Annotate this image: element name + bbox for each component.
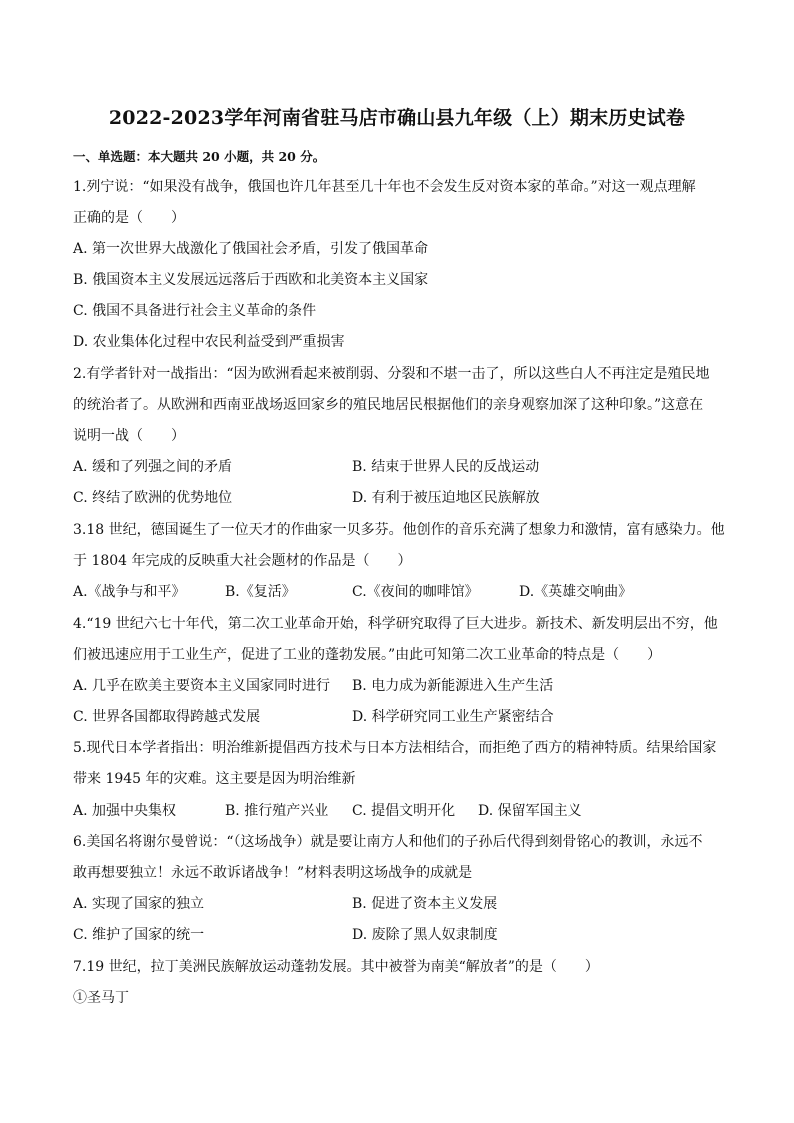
question-4-option-c: C. 世界各国都取得跨越式发展 [73,709,261,725]
question-1-line-2: 正确的是（ ） [73,210,185,226]
question-2-option-b: B. 结束于世界人民的反战运动 [352,459,540,475]
question-1-option-a: A. 第一次世界大战激化了俄国社会矛盾，引发了俄国革命 [73,241,429,257]
question-2-option-c: C. 终结了欧洲的优势地位 [73,490,233,506]
question-6-line-2: 敢再想要独立！永远不敢诉诸战争！”材料表明这场战争的成就是 [73,865,473,881]
question-2-line-2: 的统治者了。从欧洲和西南亚战场返回家乡的殖民地居民根据他们的亲身观察加深了这种印象。”这意在 [73,397,704,413]
question-2-option-d: D. 有利于被压迫地区民族解放 [352,490,540,506]
question-3-line-1: 3.18 世纪，德国诞生了一位天才的作曲家一贝多芬。他创作的音乐充满了想象力和激情，富有感染力。他 [73,522,725,538]
question-3-option-a: A.《战争与和平》 [73,584,186,600]
exam-title: 2022-2023学年河南省驻马店市确山县九年级（上）期末历史试卷 [108,107,686,129]
question-1-option-d: D. 农业集体化过程中农民利益受到严重损害 [73,334,345,350]
question-5-option-b: B. 推行殖产兴业 [225,803,329,819]
question-5-option-c: C. 提倡文明开化 [352,803,456,819]
question-2-option-a: A. 缓和了列强之间的矛盾 [73,459,233,475]
question-3-option-c: C.《夜间的咖啡馆》 [352,584,479,600]
question-2-line-3: 说明一战（ ） [73,428,185,444]
question-1-option-b: B. 俄国资本主义发展远远落后于西欧和北美资本主义国家 [73,272,429,288]
question-1-option-c: C. 俄国不具备进行社会主义革命的条件 [73,303,317,319]
question-3-option-d: D.《英雄交响曲》 [519,584,633,600]
question-4-line-1: 4.“19 世纪六七十年代，第二次工业革命开始，科学研究取得了巨大进步。新技术、新发明层出不穷，他 [73,616,718,632]
question-6-line-1: 6.美国名将谢尔曼曾说：“（这场战争）就是要让南方人和他们的子孙后代得到刻骨铭心的教训，永远不 [73,834,703,850]
question-7-line-2: ①圣马丁 [73,990,129,1006]
question-4-option-d: D. 科学研究同工业生产紧密结合 [352,709,554,725]
question-6-option-a: A. 实现了国家的独立 [73,896,205,912]
question-4-option-b: B. 电力成为新能源进入生产生活 [352,678,554,694]
question-4-line-2: 们被迅速应用于工业生产，促进了工业的蓬勃发展。”由此可知第二次工业革命的特点是（ ） [73,647,662,663]
question-3-option-b: B.《复活》 [225,584,296,600]
question-5-option-d: D. 保留军国主义 [478,803,582,819]
question-1-line-1: 1.列宁说：“如果没有战争，俄国也许几年甚至几十年也不会发生反对资本家的革命。”对这一观点理解 [73,179,696,195]
question-4-option-a: A. 几乎在欧美主要资本主义国家同时进行 [73,678,331,694]
question-7-line-1: 7.19 世纪，拉丁美洲民族解放运动蓬勃发展。其中被誉为南美“解放者”的是（ ） [73,959,599,975]
question-6-option-d: D. 废除了黑人奴隶制度 [352,927,498,943]
question-6-option-c: C. 维护了国家的统一 [73,927,205,943]
question-2-line-1: 2.有学者针对一战指出：“因为欧洲看起来被削弱、分裂和不堪一击了，所以这些白人不再注定是殖民地 [73,366,710,382]
question-6-option-b: B. 促进了资本主义发展 [352,896,498,912]
question-5-line-2: 带来 1945 年的灾难。这主要是因为明治维新 [73,771,356,787]
question-5-line-1: 5.现代日本学者指出：明治维新提倡西方技术与日本方法相结合，而拒绝了西方的精神特质。结果给国家 [73,740,717,756]
section-heading: 一、单选题：本大题共 20 小题，共 20 分。 [73,149,326,164]
question-5-option-a: A. 加强中央集权 [73,803,177,819]
question-3-line-2: 于 1804 年完成的反映重大社会题材的作品是（ ） [73,553,412,569]
